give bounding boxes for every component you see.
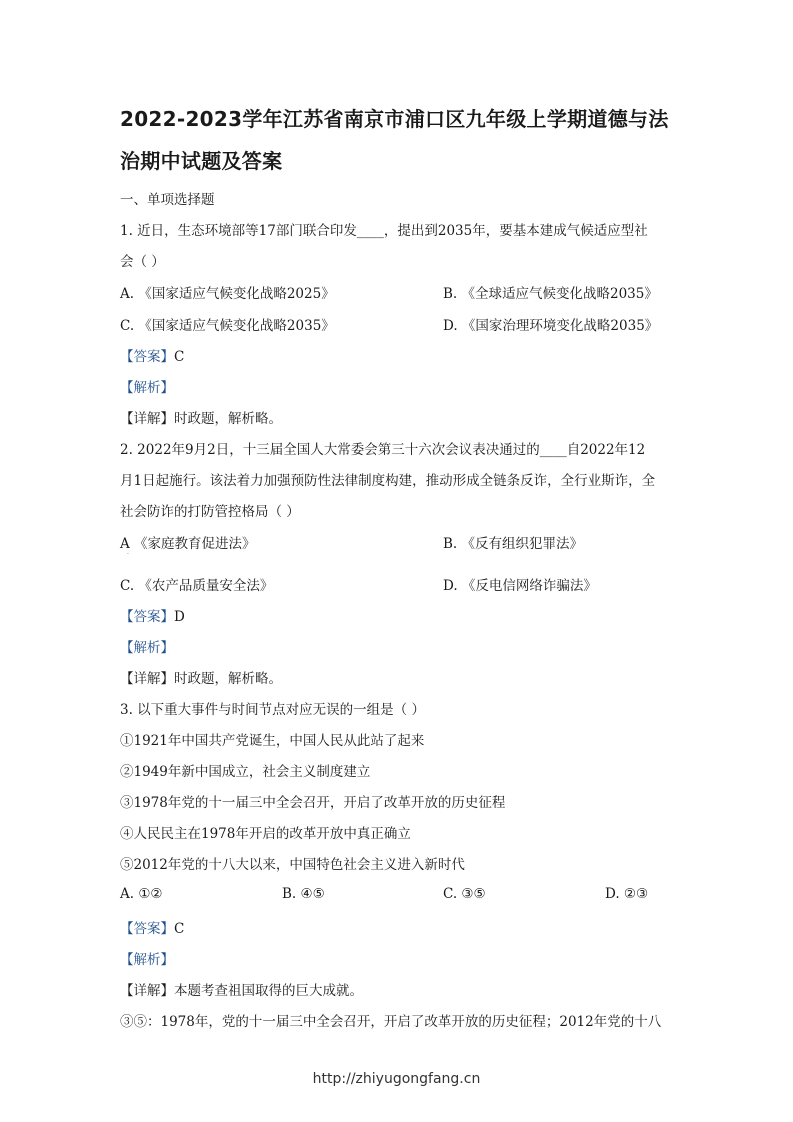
q2-stem-line-1: 2. 2022年9月2日，十三届全国人大常委会第三十六次会议表决通过的____自2022年12 [120, 442, 646, 458]
answer-tag: 【答案】 [120, 921, 174, 937]
q3-analysis-tag: 【解析】 [120, 952, 174, 968]
section-heading: 一、单项选择题 [120, 192, 215, 208]
title-line-1: 2022-2023学年江苏省南京市浦口区九年级上学期道德与法 [120, 107, 669, 131]
answer-value: C [174, 349, 185, 365]
q1-detail [120, 407, 680, 427]
q2-option-c: C. 《农产品质量安全法》 [120, 578, 274, 594]
q3-statement-5: ⑤2012年党的十八大以来，中国特色社会主义进入新时代 [120, 857, 465, 873]
q1-analysis-tag: 【解析】 [120, 380, 174, 396]
q3-statement-1: ①1921年中国共产党诞生，中国人民从此站了起来 [120, 733, 425, 749]
answer-tag: 【答案】 [120, 609, 174, 625]
q1-option-a: A. 《国家适应气候变化战略2025》 [120, 286, 335, 302]
stray-mark: · [127, 551, 129, 558]
detail-text: 时政题，解析略。 [174, 411, 282, 427]
q3-detail [120, 979, 680, 999]
answer-tag: 【答案】 [120, 349, 174, 365]
q1-option-b: B. 《全球适应气候变化战略2035》 [443, 286, 658, 302]
q3-answer [120, 917, 680, 937]
q3-option-a: A. ①② [120, 886, 163, 902]
document-title [120, 98, 680, 182]
answer-value: C [174, 921, 185, 937]
q1-option-c: C. 《国家适应气候变化战略2035》 [120, 318, 335, 334]
q1-option-d: D. 《国家治理环境变化战略2035》 [443, 318, 659, 334]
q2-detail [120, 667, 680, 687]
q3-statement-2: ②1949年新中国成立，社会主义制度建立 [120, 764, 371, 780]
q3-option-c: C. ③⑤ [443, 886, 486, 902]
q1-answer [120, 345, 680, 365]
detail-tag: 【详解】 [120, 671, 174, 687]
detail-tag: 【详解】 [120, 983, 174, 999]
q2-option-a: A 《家庭教育促进法》 [120, 536, 256, 552]
q2-option-d: D. 《反电信网络诈骗法》 [443, 578, 597, 594]
q2-option-b: B. 《反有组织犯罪法》 [443, 536, 584, 552]
q3-option-b: B. ④⑤ [282, 886, 325, 902]
detail-text: 时政题，解析略。 [174, 671, 282, 687]
detail-tag: 【详解】 [120, 411, 174, 427]
q3-statement-3: ③1978年党的十一届三中全会召开，开启了改革开放的历史征程 [120, 795, 506, 811]
footer-url: http://zhiyugongfang.cn [312, 1071, 481, 1087]
q2-answer [120, 605, 680, 625]
q3-option-d: D. ②③ [605, 886, 649, 902]
q1-stem-line-1: 1. 近日，生态环境部等17部门联合印发____，提出到2035年，要基本建成气候适应型社 [120, 223, 648, 239]
q3-stem: 3. 以下重大事件与时间节点对应无误的一组是（ ） [120, 702, 425, 718]
title-line-2: 治期中试题及答案 [120, 149, 283, 173]
detail-text: 本题考查祖国取得的巨大成就。 [174, 983, 363, 999]
q2-analysis-tag: 【解析】 [120, 640, 174, 656]
answer-value: D [174, 609, 185, 625]
q3-statement-4: ④人民民主在1978年开启的改革开放中真正确立 [120, 826, 411, 842]
q1-stem-line-2: 会（ ） [120, 254, 165, 270]
q3-explanation: ③⑤：1978年，党的十一届三中全会召开，开启了改革开放的历史征程；2012年党的十八 [120, 1014, 662, 1030]
q2-stem-line-2: 月1日起施行。该法着力加强预防性法律制度构建，推动形成全链条反诈，全行业斯诈，全 [120, 473, 656, 489]
q2-stem-line-3: 社会防诈的打防管控格局（ ） [120, 504, 300, 520]
